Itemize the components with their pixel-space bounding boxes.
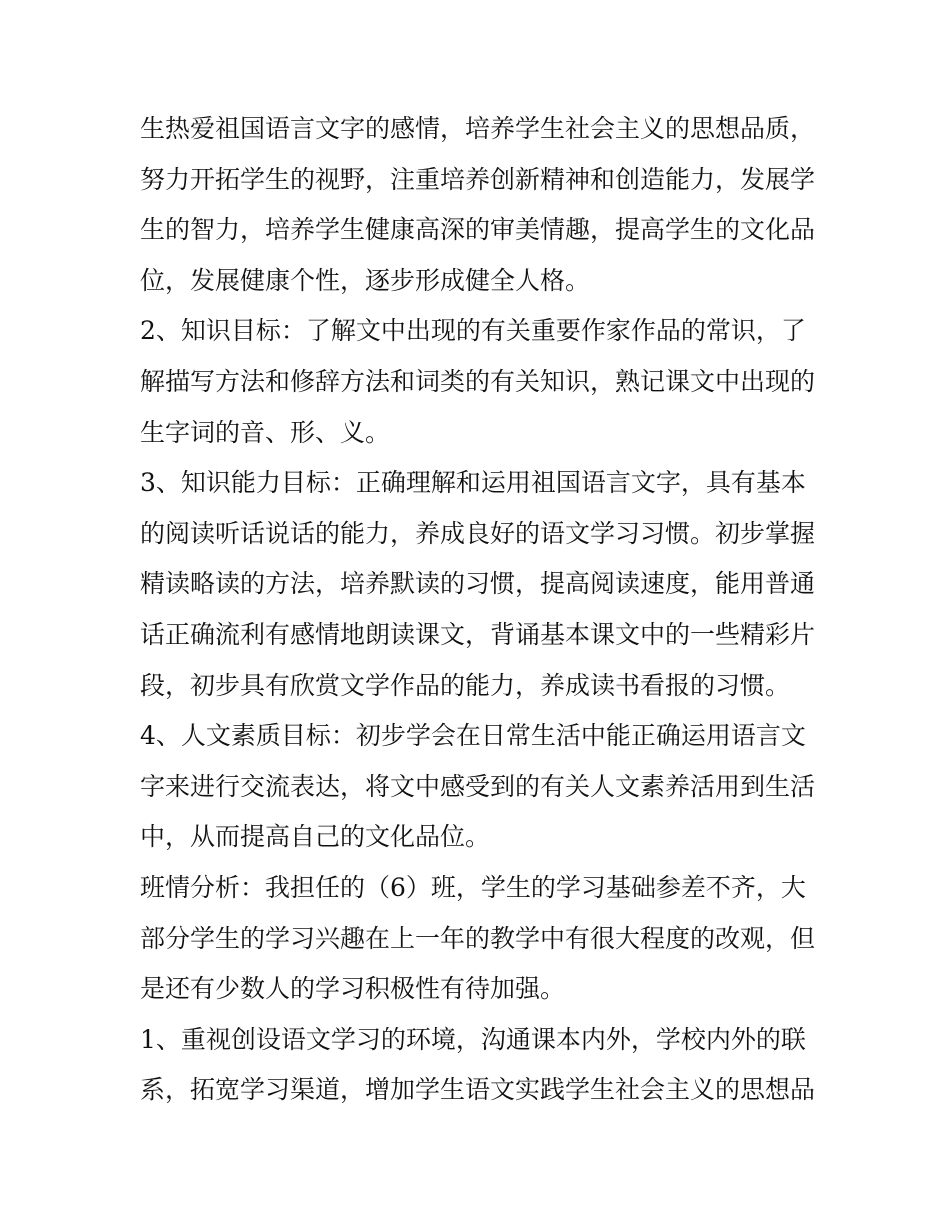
- text-line: 中，从而提高自己的文化品位。: [140, 822, 491, 852]
- text-line: 位，发展健康个性，逐步形成健全人格。: [140, 265, 591, 295]
- text-line: 解描写方法和修辞方法和词类的有关知识，熟记课文中出现的: [140, 366, 816, 396]
- text-line: 精读略读的方法，培养默读的习惯，提高阅读速度，能用普通: [140, 569, 816, 599]
- text-line: 部分学生的学习兴趣在上一年的教学中有很大程度的改观，但: [140, 923, 816, 953]
- text-line: 的阅读听话说话的能力，养成良好的语文学习习惯。初步掌握: [140, 518, 816, 548]
- text-line: 话正确流利有感情地朗读课文，背诵基本课文中的一些精彩片: [140, 619, 816, 649]
- text-line: 2、知识目标：了解文中出现的有关重要作家作品的常识，了: [140, 316, 806, 346]
- text-line: 段，初步具有欣赏文学作品的能力，养成读书看报的习惯。: [140, 670, 791, 700]
- text-line: 3、知识能力目标：正确理解和运用祖国语言文字，具有基本: [140, 468, 806, 498]
- text-line: 生热爱祖国语言文字的感情，培养学生社会主义的思想品质，: [140, 114, 816, 143]
- text-line: 4、人文素质目标：初步学会在日常生活中能正确运用语言文: [140, 721, 806, 751]
- body-text: [140, 104, 820, 1116]
- text-line: 字来进行交流表达，将文中感受到的有关人文素养活用到生活: [140, 771, 816, 801]
- text-line: 1、重视创设语文学习的环境，沟通课本内外，学校内外的联: [140, 1024, 806, 1054]
- text-line: 生字词的音、形、义。: [140, 417, 391, 447]
- text-line: 班情分析：我担任的（6）班，学生的学习基础参差不齐，大: [140, 872, 806, 902]
- text-line: 是还有少数人的学习积极性有待加强。: [140, 974, 566, 1004]
- text-line: 努力开拓学生的视野，注重培养创新精神和创造能力，发展学: [140, 164, 816, 194]
- text-line: 生的智力，培养学生健康高深的审美情趣，提高学生的文化品: [140, 215, 816, 245]
- text-line: 系，拓宽学习渠道，增加学生语文实践学生社会主义的思想品: [140, 1075, 816, 1105]
